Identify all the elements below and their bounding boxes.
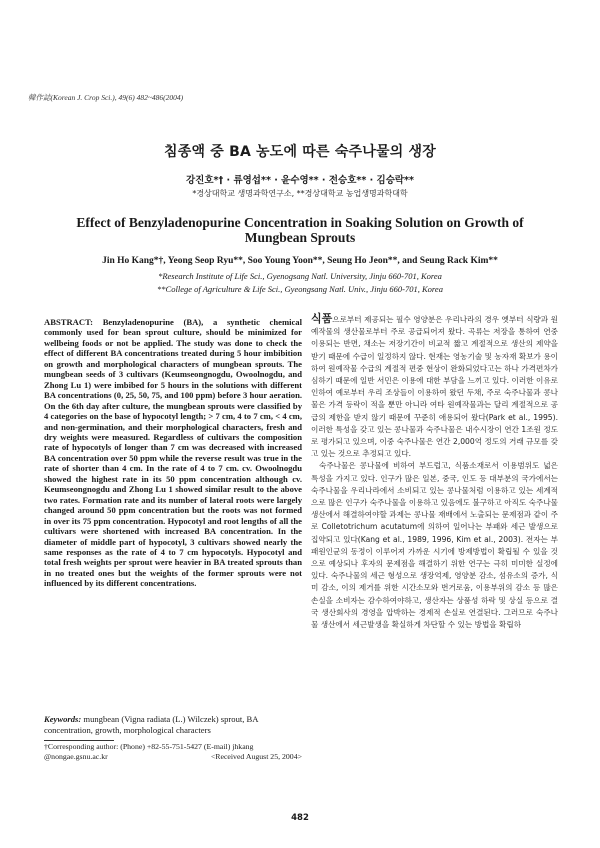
- abstract-label: ABSTRACT:: [44, 317, 94, 327]
- abstract: [44, 317, 302, 589]
- page-number: 482: [291, 813, 309, 823]
- keywords-label: Keywords:: [44, 714, 82, 724]
- body-paragraph-1: [311, 313, 558, 460]
- body-text: [311, 313, 558, 631]
- body-drop-word: 식품: [311, 312, 333, 325]
- body-paragraph-2: 숙주나물은 콩나물에 비하여 부드럽고, 식품소재로서 이용범위도 넓은 특성을 가지고 있다. 인구가 많은 일본, 중국, 인도 등 대부분의 국가에서는 숙주나물을 우리나라에서 소비되고 있는 콩나물처럼 이용하고 있는 세계적으로 많은 인구가 숙주나물을 이용하고 있음에도 불구하고 아직도 숙주나물 생산에서 해결하여야할 과제는 콩나물 재배에서 노출되는 문제점과 같이 주로 Colletotrichum acutatum에 의하여 일어나는 부패와 세근 발생으로 집약되고 있다(Kang et al., 1989, 1996, Kim et al., 2003). 전자는 부패원인균의 동정이 이루어져 가까운 시기에 방제방법이 확립될 수 있을 것으로 예상되나 후자의 문제점을 해결하기 위한 연구는 극히 미미한 실정에 있다. 숙주나물의 세근 형성으로 생장억제, 영양분 감소, 섬유소의 증가, 식미 감소, 이의 제거를 위한 시간소모와 번거로움, 이용부위의 감소 등 많은 손실을 소비자는 감수하여야하고, 생산자는 상품성 하락 및 상실 등으로 결국 생산회사의 경영을 압박하는 경제적 손실로 연결된다. 그러므로 숙주나물 생산에서 세근발생을 확실하게 차단할 수 있는 방법을 확립하: [311, 461, 558, 630]
- footnote: [44, 742, 302, 762]
- footnote-received: <Received August 25, 2004>: [210, 752, 302, 761]
- abstract-text: Benzyladenopurine (BA), a synthetic chemical commonly used for bean sprout culture, should be minimized for wellbeing foods or not be applied. The study was done to check the effect of different BA concentrations treated during 5 hour imbibition on growth and morphological characters of mungbean sprouts. The mungbean seeds of 3 cultivars (Keumseongnogdu, Owoolnogdu, and Zhong Lu 1) were imbibed for 5 hours in the solutions with different BA concentrations (0, 25, 50, 75, and 100 ppm) before 3 hour aeration. On the 6th day after culture, the mungbean sprouts were classified by 4 categories on the base of hypocotyl length; > 7 cm, 4 to 7 cm, < 4 cm, and non-germination, and their morphological characters, fresh and dry weights were measured. Regardless of cultivars the composition rate of hypocotyls of longer than 7 cm was decreased with increased BA concentration over 50 ppm while the reverse result was true in the rate of shorter than 4 cm. In the rate of 4 to 7 cm. cv. Owoolnogdu showed the highest rate in its 50 ppm concentration although cv. Keumseongnogdu and Zhong Lu 1 showed similar result to the above two rates. Formation rate and its number of lateral roots were largely changed around 50 ppm concentration but the roots was not formed in over its 75 ppm concentration. Hypocotyl and root lengths of all the cultivars were shortened with increased BA concentration. In the diameter of middle part of hypocotyl, 3 cultivars showed nearly the same responses as the rate of 4 to 7 cm hypocotyls. Hypocotyl and total fresh weights per sprout were heavier in BA treated sprouts than in no treated ones but the weights of the former sprouts were not influenced by its different concentrations.: [44, 317, 302, 589]
- korean-authors: 강진호*† · 류영섭** · 윤수영** · 전승호** · 김승락**: [185, 175, 414, 186]
- journal-header: 韓作誌(Korean J. Crop Sci.), 49(6) 482~486(2004): [28, 93, 184, 102]
- korean-title: 침종액 중 BA 농도에 따른 숙주나물의 생장: [164, 144, 436, 160]
- english-title: Effect of Benzyladenopurine Concentration in Soaking Solution on Growth of Mungbean Sprouts: [76, 215, 524, 245]
- footnote-divider: [44, 740, 114, 741]
- footnote-contact: †Corresponding author: (Phone) +82-55-751-5427 (E-mail) jhkang: [44, 742, 254, 751]
- english-authors: Jin Ho Kang*†, Yeong Seop Ryu**, Soo Young Yoon**, Seung Ho Jeon**, and Seung Rack Kim**: [102, 256, 498, 266]
- korean-affiliation: *경상대학교 생명과학연구소, **경상대학교 농업생명과학대학: [192, 189, 408, 198]
- english-affiliation-2: **College of Agriculture & Life Sci., Gyeongsang Natl. Univ., Jinju 660-701, Korea: [157, 284, 443, 294]
- keywords-text: mungbean (Vigna radiata (L.) Wilczek) sprout, BA concentration, growth, morphological characters: [44, 714, 259, 735]
- keywords: [44, 714, 302, 736]
- footnote-email-tail: @nongae.gsnu.ac.kr: [44, 752, 108, 761]
- english-affiliation-1: *Research Institute of Life Sci., Gyenogsang Natl. University, Jinju 660-701, Korea: [158, 271, 442, 281]
- body-paragraph-1-text: 으로부터 제공되는 필수 영양분은 우리나라의 경우 옛부터 식량과 원예작물의 생산물로부터 주로 공급되어져 왔다. 곡류는 저장을 통하여 연중 이용되는 반면, 채소는 저장기간이 비교적 짧고 계절적으로 생산의 제약을 받기 때문에 수급이 일정하지 않다. 현재는 영농기술 및 농자재 확보가 용이하여 원예작물 수급의 계절적 편중 현상이 완화되었다고는 하나 가격편차가 심하기 때문에 일반 서민은 이용에 대한 부담을 느끼고 있다. 이러한 이유로 인하여 예로부터 우리 조상들이 이용하여 왔던 두채, 주로 숙주나물과 콩나물은 가격 등락이 적을 뿐만 아니라 여타 원예작물과는 달리 계절적으로 공급의 제한을 받지 않기 때문에 꾸준히 애용되어 왔다(Park et al., 1995). 이러한 특성을 갖고 있는 콩나물과 숙주나물은 내수시장이 연간 1조원 정도로 평가되고 있으며, 이중 숙주나물은 연간 2,000억 정도의 거래 규모를 갖고 있는 것으로 추정되고 있다.: [311, 315, 558, 459]
